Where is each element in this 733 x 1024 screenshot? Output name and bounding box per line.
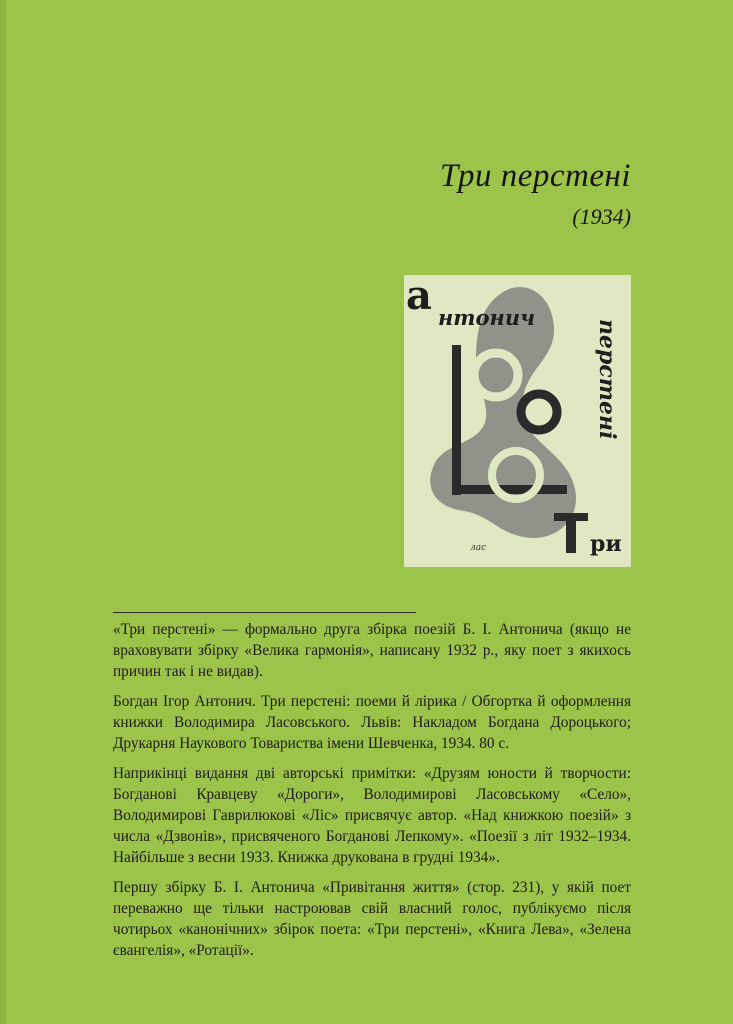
- footnote-paragraph: Наприкінці видання дві авторські примітки: «Друзям юности й творчости: Богданові Кравцеву «Дороги», Володимирові Ласовському «Село», Володимирові Гаврилюкові «Ліс» присвячує автор. «Над книжкою поезій» з числа «Дзвонів», присвяченого Богданові Лепкому». «Поезії з літ 1932–1934. Найбільше з весни 1933. Книжка друкована в грудні 1934».: [113, 765, 631, 866]
- page-edge: [0, 0, 6, 1024]
- cover-side-title: перстені: [594, 319, 620, 440]
- page-title: Три перстені: [439, 158, 631, 194]
- footnote-divider: [113, 612, 416, 613]
- cover-bottom-title: ри: [590, 531, 622, 557]
- book-cover-image: [404, 275, 631, 567]
- cover-author-text: нтонич: [438, 305, 536, 330]
- cover-signature: лас: [470, 543, 487, 553]
- cover-l-vertical: [452, 345, 461, 495]
- footnote-paragraph: Богдан Ігор Антонич. Три перстені: поеми й лірика / Обгортка й оформлення книжки Володимира Ласовського. Львів: Накладом Богдана Дороцького; Друкарня Наукового Товариства імени Шевченка, 1934. 80 с.: [113, 693, 631, 752]
- cover-t-stem: [566, 513, 576, 553]
- cover-l-horizontal: [452, 485, 567, 494]
- footnotes-block: [113, 619, 631, 970]
- cover-initial: а: [406, 275, 432, 319]
- footnote-paragraph: «Три перстені» — формально друга збірка поезій Б. І. Антонича (якщо не враховувати збірку «Велика гармонія», написану 1932 р., яку поет з якихось причин так і не видав).: [113, 621, 631, 680]
- footnote-paragraph: Першу збірку Б. І. Антонича «Привітання життя» (стор. 231), у якій поет переважно ще тільки настроював свій власний голос, публікуємо після чотирьох «канонічних» збірок поета: «Три перстені», «Книга Лева», «Зелена євангелія», «Ротації».: [113, 879, 631, 959]
- publication-year: (1934): [572, 204, 631, 229]
